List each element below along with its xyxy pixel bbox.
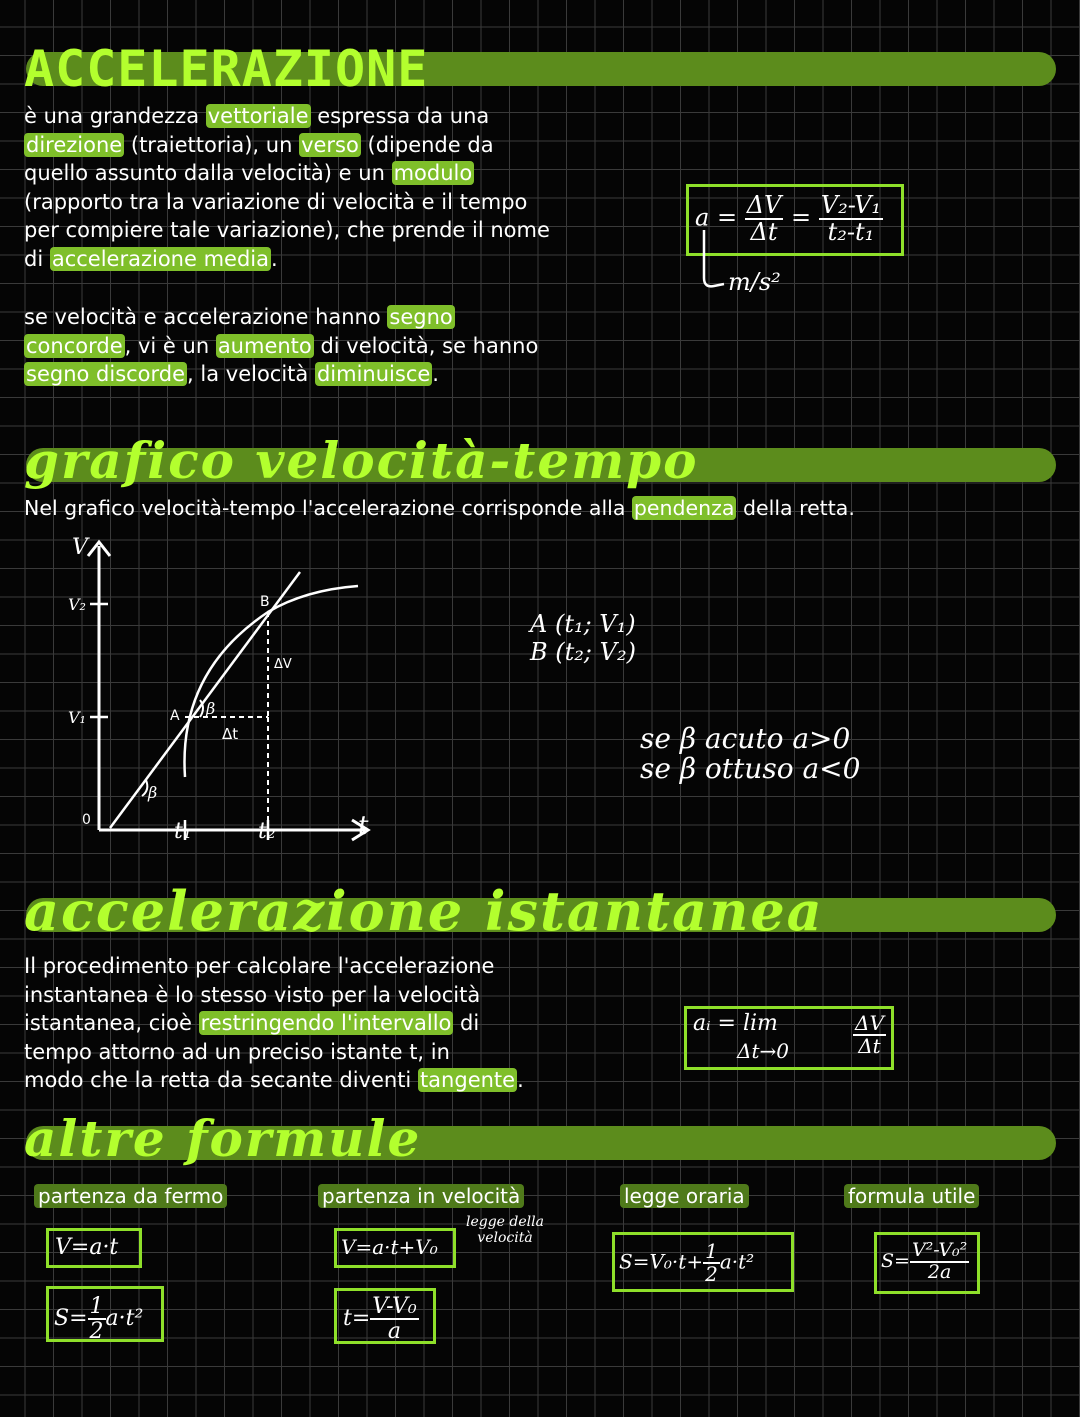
- label-delta-v: ΔV: [274, 657, 292, 672]
- coords-a: A (t₁; V₁): [530, 610, 636, 638]
- unit-arrow: [690, 228, 730, 294]
- label-beta-top: β: [206, 699, 216, 718]
- highlight-segno: segno: [389, 305, 453, 329]
- highlight-diminuisce: diminuisce: [316, 362, 431, 387]
- heading-formula-utile: formula utile: [844, 1184, 979, 1208]
- label-t1: t₁: [174, 819, 192, 844]
- highlight-tangente: tangente: [419, 1068, 516, 1093]
- label-delta-t: Δt: [222, 725, 239, 743]
- formula-limit-fraction: $\frac{\Delta V}{\Delta t}$: [855, 1011, 884, 1058]
- highlight-vettoriale: vettoriale: [207, 104, 309, 128]
- paragraph-istantanea: Il procedimento per calcolare l'accelerazione instantanea è lo stesso visto per la velocità istantanea, cioè restringendo l'intervallo di tempo attorno ad un preciso istante t, in modo che la retta da secante diventi tangente.: [24, 954, 524, 1093]
- formula-box-v-at: V=a·t: [46, 1228, 142, 1268]
- formula-limit-sub: Δt→0: [737, 1039, 789, 1063]
- label-y-axis: V: [72, 535, 88, 560]
- coords-b: B (t₂; V₂): [530, 638, 636, 666]
- label-v2: V₂: [68, 595, 86, 614]
- heading-partenza-in-velocita: partenza in velocità: [318, 1184, 524, 1208]
- highlight-pendenza: pendenza: [633, 496, 735, 520]
- highlight-restringendo: restringendo l'intervallo: [200, 1011, 452, 1036]
- title-istantanea: accelerazione istantanea: [24, 879, 824, 943]
- highlight-aumento: aumento: [217, 333, 312, 358]
- formula-accel-media: a = $\frac{\Delta V}{\Delta t}$ = $\frac{\text{V₂-V₁}}{\text{t₂-t₁}}$: [695, 191, 882, 247]
- secant-line: [110, 572, 300, 828]
- heading-legge-oraria: legge oraria: [620, 1184, 749, 1208]
- highlight-modulo: modulo: [393, 161, 473, 186]
- title-accelerazione: ACCELERAZIONE: [24, 40, 429, 98]
- formula-box-t: t= $\frac{\text{V-V₀}}{a}$: [334, 1288, 436, 1344]
- title-altre-formule: altre formule: [24, 1109, 422, 1168]
- highlight-accelerazione-media: accelerazione media: [51, 246, 270, 271]
- formula-unit: m/s²: [728, 268, 781, 296]
- label-t2: t₂: [258, 819, 276, 844]
- formula-box-s-half-at2: S= $\frac{1}{2}$ a·t²: [46, 1286, 164, 1342]
- grafico-description: Nel grafico velocità-tempo l'accelerazione corrisponde alla pendenza della retta.: [24, 496, 855, 520]
- note-legge-velocita: legge della velocità: [466, 1214, 544, 1246]
- highlight-concorde: concorde: [26, 333, 123, 358]
- label-x-axis: t: [358, 811, 369, 841]
- formula-box-istantanea: [684, 1006, 894, 1070]
- highlight-verso: verso: [301, 132, 359, 157]
- heading-partenza-da-fermo: partenza da fermo: [34, 1184, 227, 1208]
- highlight-direzione: direzione: [26, 132, 123, 157]
- label-point-b: B: [260, 594, 270, 610]
- formula-limit: aᵢ = lim: [693, 1011, 778, 1036]
- title-grafico: grafico velocità-tempo: [24, 431, 699, 490]
- formula-box-utile: S= $\frac{\text{V²-V₀²}}{2a}$: [874, 1232, 980, 1294]
- label-beta-bottom: β: [148, 783, 158, 802]
- paragraph-segno: se velocità e accelerazione hanno segno concorde, vi è un aumento di velocità, se hanno segno discorde, la velocità diminuisce.: [24, 305, 539, 387]
- rule-acute: se β acuto a>0: [640, 722, 851, 755]
- rule-obtuse: se β ottuso a<0: [640, 752, 861, 785]
- formula-box-v-at-v0: V=a·t+V₀: [334, 1228, 456, 1268]
- highlight-segno-discorde: segno discorde: [26, 362, 186, 387]
- velocity-time-graph: [50, 532, 400, 852]
- velocity-curve: [184, 586, 358, 777]
- label-point-a: A: [170, 708, 180, 724]
- label-v1: V₁: [68, 708, 86, 727]
- label-origin: 0: [82, 812, 91, 828]
- formula-box-legge-oraria: S=V₀·t+ $\frac{1}{2}$ a·t²: [612, 1232, 794, 1292]
- paragraph-definition: è una grandezza vettoriale espressa da una direzione (traiettoria), un verso (dipende da quello assunto dalla velocità) e un modulo (rapporto tra la variazione di velocità e il tempo per compiere tale variazione), che prende il nome di accelerazione media.: [24, 104, 550, 271]
